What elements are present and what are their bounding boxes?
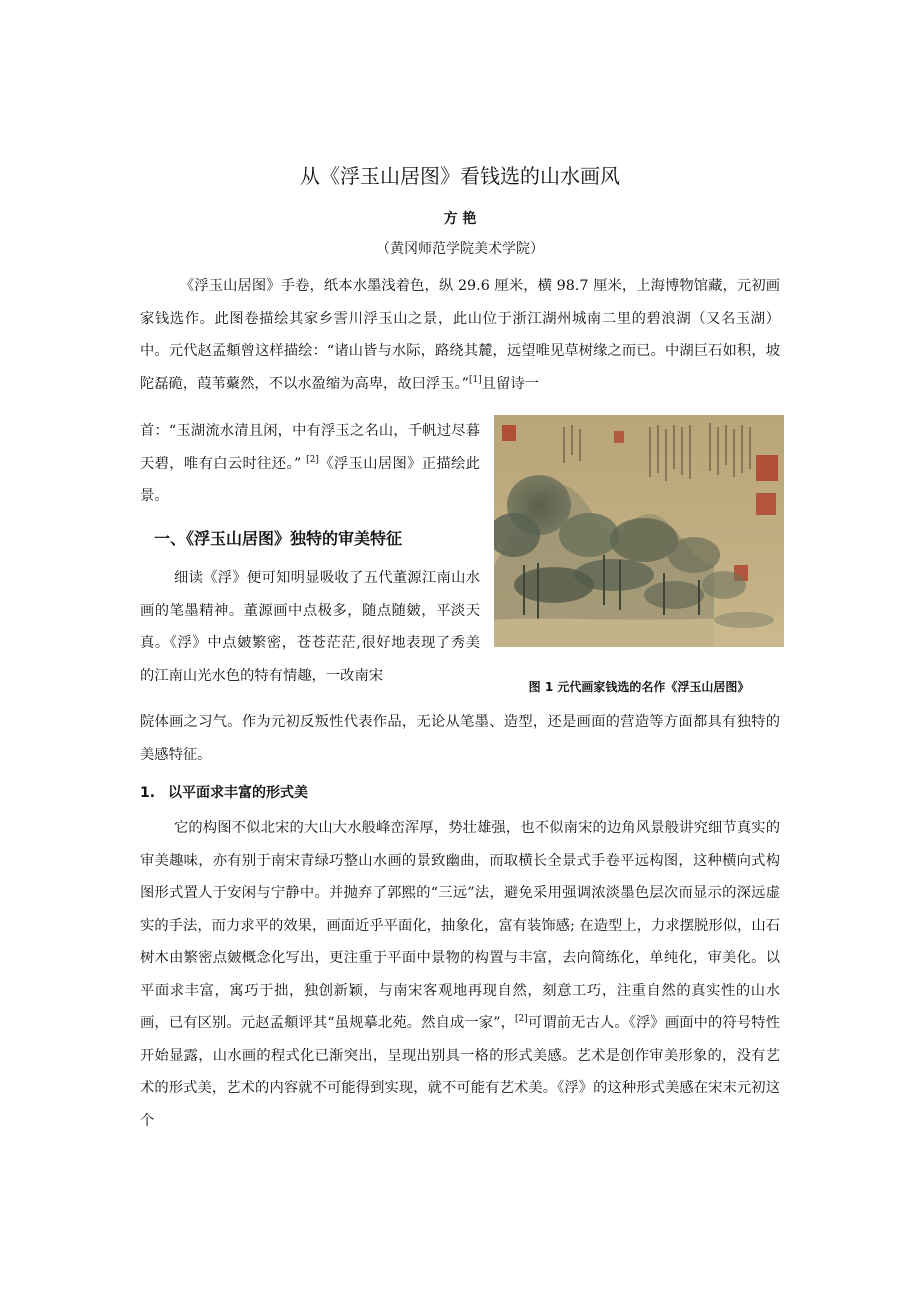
paper-title: 从《浮玉山居图》看钱选的山水画风 <box>300 164 620 188</box>
paragraph-body <box>140 812 780 1137</box>
landscape-painting-image <box>494 415 784 647</box>
author-name: 方 艳 <box>443 211 477 227</box>
author-affiliation: （黄冈师范学院美术学院） <box>376 241 544 257</box>
paragraph-intro-tail: 且留诗一 <box>481 375 539 392</box>
paragraph-body: 院体画之习气。作为元初反叛性代表作品，无论从笔墨、造型，还是画面的营造等方面都具有独特的美感特征。 <box>140 714 780 763</box>
section-heading: 一、《浮玉山居图》独特的审美特征 <box>154 529 403 548</box>
subsection-title: 以平面求丰富的形式美 <box>168 785 308 801</box>
citation-ref: [2] <box>306 454 319 465</box>
subsection-heading <box>140 782 308 802</box>
paragraph-poem-tail: 《浮玉山居图》正描绘此景。 <box>140 455 480 504</box>
paragraph-intro-text: 《浮玉山居图》手卷，纸本水墨浅着色，纵 29.6 厘米，横 98.7 厘米，上海博物馆藏，元初画家钱选作。此图卷描绘其家乡霅川浮玉山之景，此山位于浙江湖州城南二里的碧浪湖（又名玉湖）中。元代赵孟頫曾这样描绘：“诸山皆与水际，路绕其麓，远望唯见草树缘之而已。中湖巨石如积，坡陀磊硊，葭苇藂然，不以水盈缩为高卑，故曰浮玉。” <box>140 278 780 392</box>
subsection-number: 1. <box>140 785 156 801</box>
paragraph-poem <box>140 415 480 513</box>
paragraph-body: 细读《浮》便可知明显吸收了五代董源江南山水画的笔墨精神。董源画中点极多，随点随皴，平淡天真。《浮》中点皴繁密，苍苍茫茫,很好地表现了秀美的江南山光水色的特有情趣，一改南宋 <box>140 570 480 684</box>
painting-figure <box>494 415 784 647</box>
citation-ref: [2] <box>515 1014 528 1024</box>
paragraph-body-text: 它的构图不似北宋的大山大水般峰峦浑厚，势壮雄强，也不似南宋的边角风景般讲究细节真实的审美趣味，亦有别于南宋青绿巧整山水画的景致幽曲，而取横长全景式手卷平远构图，这种横向式构图形式置人于安闲与宁静中。并抛弃了郭熙的“三远”法，避免采用强调浓淡墨色层次而显示的深远虚实的手法，而力求平的效果，画面近乎平面化，抽象化，富有装饰感; 在造型上，力求摆脱形似，山石树木由繁密点皴概念化写出，更注重于平面中景物的构置与丰富，去向简练化，单纯化，审美化。以平面求丰富，寓巧于拙，独创新颖，与南宋客观地再现自然，刻意工巧，注重自然的真实性的山水画，已有区别。元赵孟頫评其“虽规摹北苑。然自成一家”， <box>140 820 780 1031</box>
figure-caption: 图 1 元代画家钱选的名作《浮玉山居图》 <box>528 680 750 694</box>
paragraph-intro <box>140 270 780 400</box>
citation-ref: [1] <box>469 374 482 385</box>
paragraph-body-tail: 可谓前无古人。《浮》画面中的符号特性开始显露，山水画的程式化已渐突出，呈现出别具一格的形式美感。艺术是创作审美形象的，没有艺术的形式美，艺术的内容就不可能得到实现，就不可能有艺术美。《浮》的这种形式美感在宋末元初这个 <box>140 1015 780 1129</box>
paragraph-poem-text: 首：“玉湖流水清且闲，中有浮玉之名山，千帆过尽暮天碧，唯有白云时往还。” <box>140 423 480 472</box>
